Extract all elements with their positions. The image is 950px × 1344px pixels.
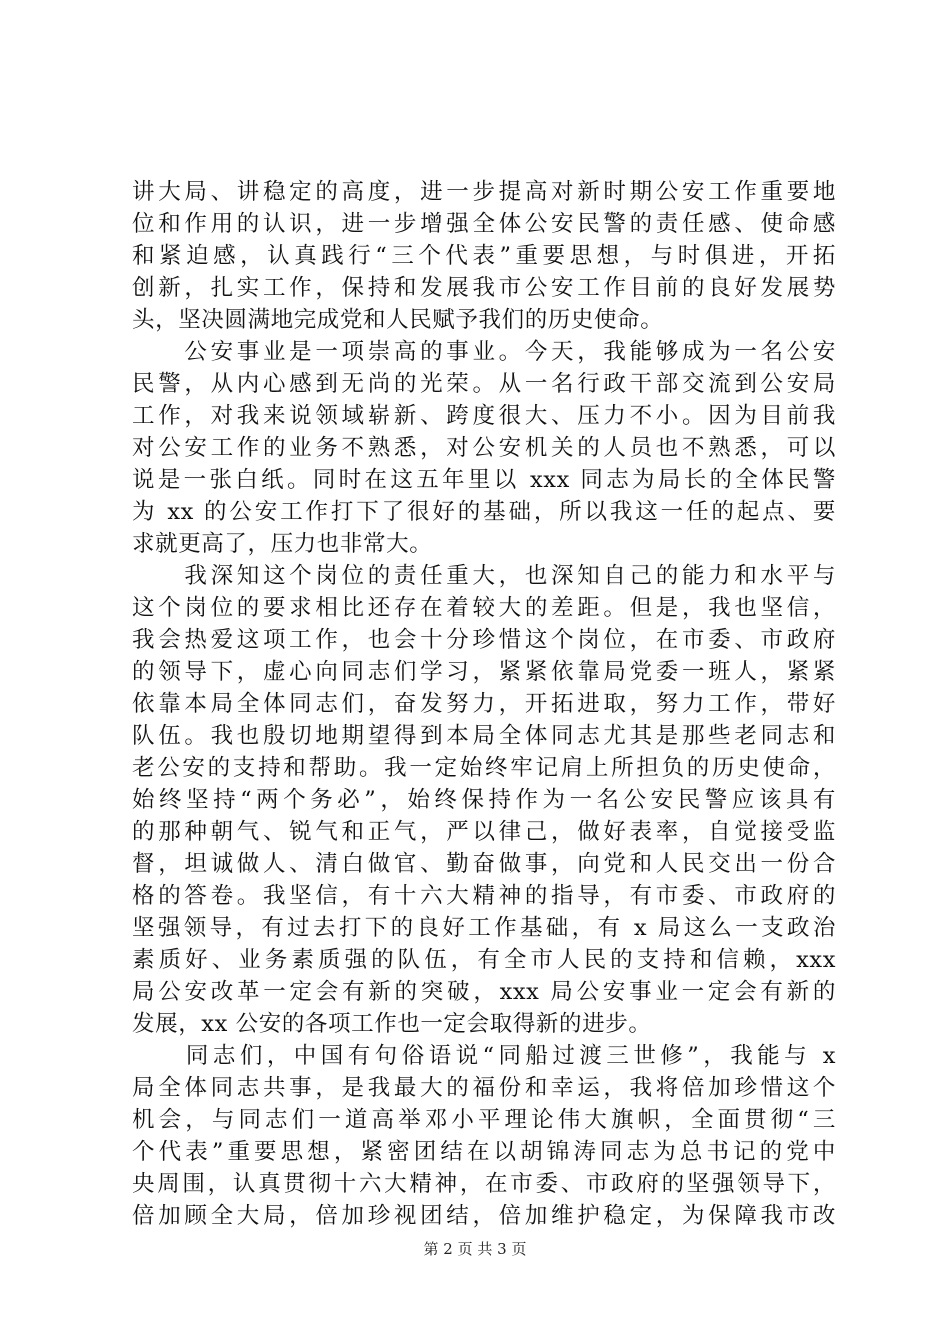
text-line: 民警，从内心感到无尚的光荣。从一名行政干部交流到公安局 <box>132 371 836 397</box>
text-line: 说是一张白纸。同时在这五年里以 xxx 同志为局长的全体民警 <box>132 467 836 493</box>
text-line: 公安事业是一项崇高的事业。今天，我能够成为一名公安 <box>132 339 836 365</box>
text-line: 素质好、业务素质强的队伍，有全市人民的支持和信赖，xxx <box>132 947 836 973</box>
text-line: 同志们，中国有句俗语说“同船过渡三世修”，我能与 x <box>132 1043 836 1069</box>
text-line: 工作，对我来说领域崭新、跨度很大、压力不小。因为目前我 <box>132 403 836 429</box>
text-line: 机会，与同志们一道高举邓小平理论伟大旗帜，全面贯彻“三 <box>132 1107 836 1133</box>
text-line: 的那种朝气、锐气和正气，严以律己，做好表率，自觉接受监 <box>132 819 836 845</box>
text-line: 我会热爱这项工作，也会十分珍惜这个岗位，在市委、市政府 <box>132 627 836 653</box>
text-line: 依靠本局全体同志们，奋发努力，开拓进取，努力工作，带好 <box>132 691 836 717</box>
text-line: 我深知这个岗位的责任重大，也深知自己的能力和水平与 <box>132 563 836 589</box>
text-line: 头，坚决圆满地完成党和人民赋予我们的历史使命。 <box>132 307 664 333</box>
text-line: 央周围，认真贯彻十六大精神，在市委、市政府的坚强领导下， <box>132 1171 836 1197</box>
text-line: 老公安的支持和帮助。我一定始终牢记肩上所担负的历史使命， <box>132 755 836 781</box>
text-line: 创新，扎实工作，保持和发展我市公安工作目前的良好发展势 <box>132 275 836 301</box>
text-line: 局公安改革一定会有新的突破，xxx 局公安事业一定会有新的 <box>132 979 836 1005</box>
text-line: 对公安工作的业务不熟悉，对公安机关的人员也不熟悉，可以 <box>132 435 836 461</box>
document-body <box>132 176 836 1232</box>
text-line: 为 xx 的公安工作打下了很好的基础，所以我这一任的起点、要 <box>132 499 836 525</box>
text-line: 倍加顾全大局，倍加珍视团结，倍加维护稳定，为保障我市改 <box>132 1203 836 1229</box>
page-footer: 第 2 页 共 3 页 <box>423 1240 527 1258</box>
text-line: 的领导下，虚心向同志们学习，紧紧依靠局党委一班人，紧紧 <box>132 659 836 685</box>
text-line: 这个岗位的要求相比还存在着较大的差距。但是，我也坚信， <box>132 595 836 621</box>
text-line: 和紧迫感，认真践行“三个代表”重要思想，与时俱进，开拓 <box>132 243 836 269</box>
text-line: 求就更高了，压力也非常大。 <box>132 531 433 557</box>
text-line: 发展，xx 公安的各项工作也一定会取得新的进步。 <box>132 1011 652 1037</box>
text-line: 讲大局、讲稳定的高度，进一步提高对新时期公安工作重要地 <box>132 179 836 205</box>
text-line: 督，坦诚做人、清白做官、勤奋做事，向党和人民交出一份合 <box>132 851 836 877</box>
text-line: 格的答卷。我坚信，有十六大精神的指导，有市委、市政府的 <box>132 883 836 909</box>
text-line: 始终坚持“两个务必”，始终保持作为一名公安民警应该具有 <box>132 787 836 813</box>
text-line: 个代表”重要思想，紧密团结在以胡锦涛同志为总书记的党中 <box>132 1139 836 1165</box>
text-line: 队伍。我也殷切地期望得到本局全体同志尤其是那些老同志和 <box>132 723 836 749</box>
text-line: 坚强领导，有过去打下的良好工作基础，有 x 局这么一支政治 <box>132 915 836 941</box>
text-line: 局全体同志共事，是我最大的福份和幸运，我将倍加珍惜这个 <box>132 1075 836 1101</box>
text-line: 位和作用的认识，进一步增强全体公安民警的责任感、使命感 <box>132 211 836 237</box>
